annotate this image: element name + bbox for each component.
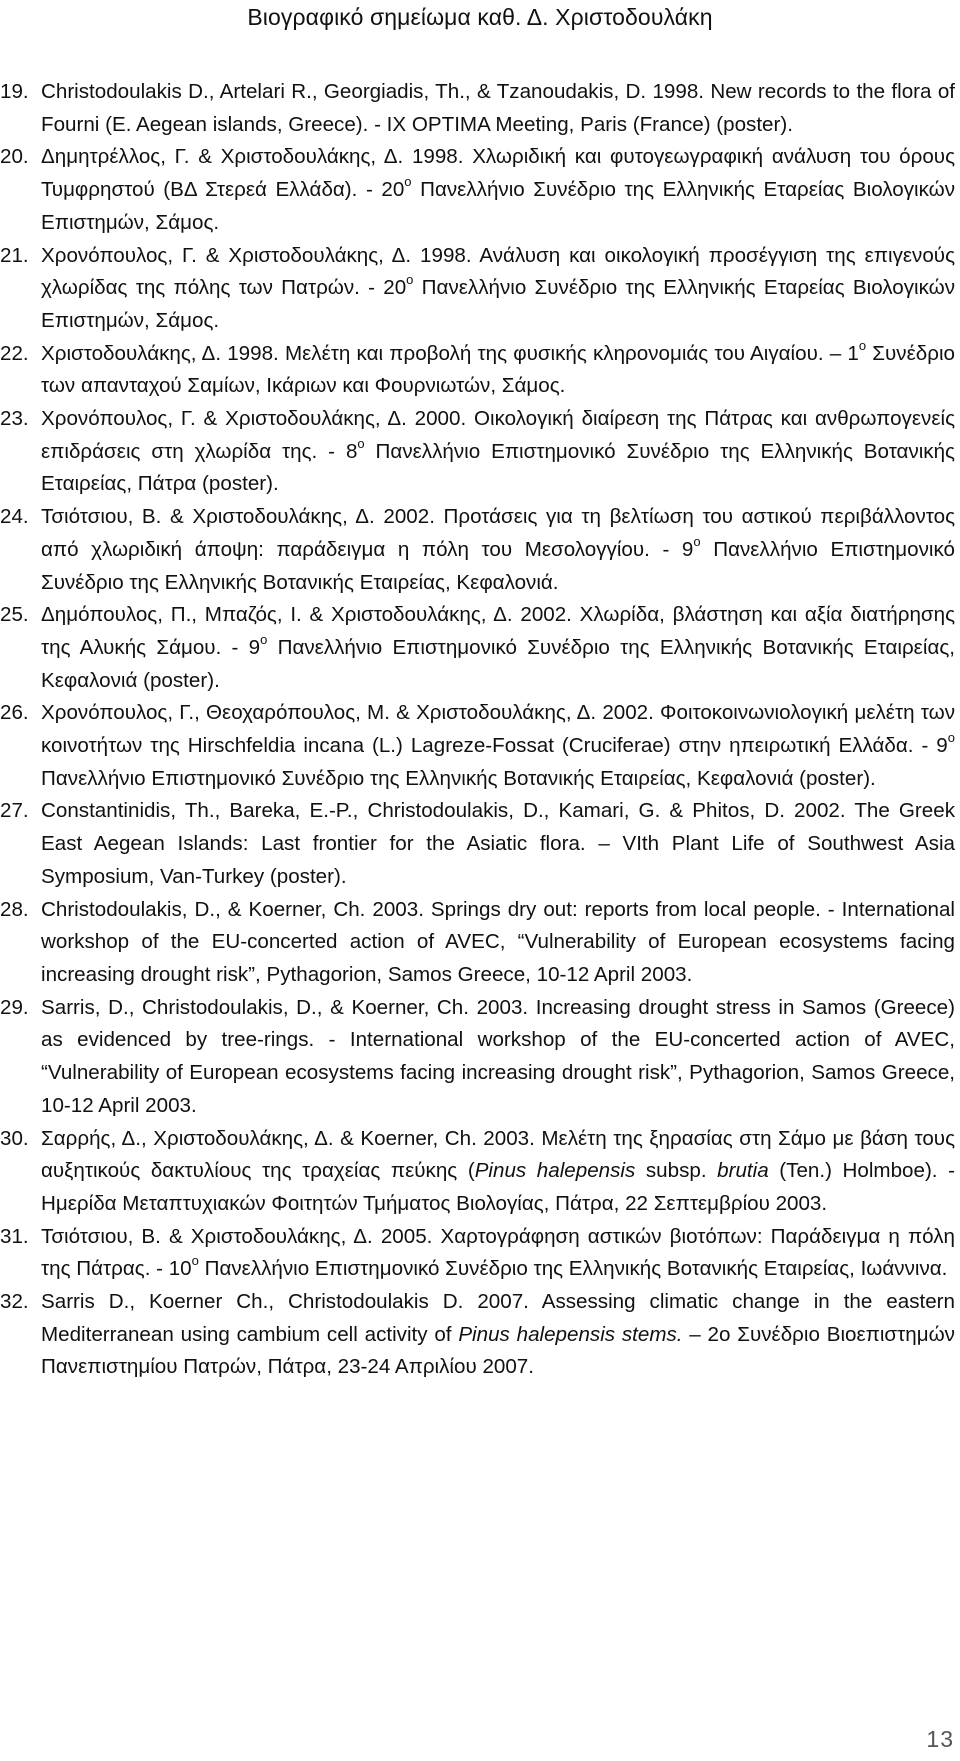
text-run: Χρονόπουλος, Γ. & Χριστοδουλάκης, Δ. 2000. Οικολογική διαίρεση της Πάτρας και ανθρωπογενείς επιδράσεις στη χλωρίδα της. - 8 xyxy=(41,407,955,463)
text-run: Πανελλήνιο Επιστημονικό Συνέδριο της Ελληνικής Βοτανικής Εταιρείας, Κεφαλονιά (poster). xyxy=(41,766,876,790)
entry-text xyxy=(41,996,955,1117)
text-run: Christodoulakis D., Artelari R., Georgiadis, Th., & Tzanoudakis, D. 1998. New records to the flora of Fourni (E. Aegean islands, Greece). - IX OPTIMA Meeting, Paris (France) (poster). xyxy=(41,80,955,136)
entry-number: 27. xyxy=(0,799,29,823)
ordinal-superscript: ο xyxy=(260,632,268,648)
entry-text xyxy=(41,1290,955,1378)
italic-text: Pinus halepensis stems. xyxy=(458,1322,683,1346)
ordinal-superscript: ο xyxy=(404,174,412,190)
entry-text xyxy=(41,1127,955,1215)
publication-entry xyxy=(0,599,960,697)
page-number: 13 xyxy=(926,1726,954,1752)
text-run: Πανελλήνιο Συνέδριο της Ελληνικής Εταρείας Βιολογικών Επιστημών, Σάμος. xyxy=(41,178,955,234)
entry-text xyxy=(41,407,955,495)
text-run: (Ten.) Holmboe). - Ημερίδα Μεταπτυχιακών Φοιτητών Τμήματος Βιολογίας, Πάτρα, 22 Σεπτεμβρίου 2003. xyxy=(41,1159,955,1215)
ordinal-superscript: ο xyxy=(357,435,365,451)
publication-entry xyxy=(0,697,960,795)
text-run: Δημητρέλλος, Γ. & Χριστοδουλάκης, Δ. 1998. Χλωριδική και φυτογεωγραφική ανάλυση του όρους Τυμφρηστού (ΒΔ Στερεά Ελλάδα). - 20 xyxy=(41,145,955,202)
text-run: Constantinidis, Th., Bareka, E.-P., Christodoulakis, D., Kamari, G. & Phitos, D. 2002. The Greek East Aegean Islands: Last frontier for the Asiatic flora. – VIth Plant Life of Southwest Asia Symposium, Van-Turkey (poster). xyxy=(41,799,955,888)
ordinal-superscript: ο xyxy=(406,272,414,288)
entry-text xyxy=(41,701,955,789)
entry-number: 24. xyxy=(0,505,29,529)
entry-number: 25. xyxy=(0,603,29,627)
entry-number: 30. xyxy=(0,1126,29,1150)
publication-entry xyxy=(0,403,960,501)
text-run: Πανελλήνιο Επιστημονικό Συνέδριο της Ελληνικής Βοτανικής Εταιρείας, Ιωάννινα. xyxy=(198,1257,948,1281)
entry-text xyxy=(41,244,955,332)
entry-text xyxy=(41,505,955,593)
page-header xyxy=(0,2,960,32)
entry-number: 22. xyxy=(0,341,29,365)
italic-text: brutia xyxy=(717,1159,769,1183)
publication-entry xyxy=(0,501,960,599)
text-run: Christodoulakis, D., & Koerner, Ch. 2003. Springs dry out: reports from local people. - International workshop of the EU-concerted action of AVEC, “Vulnerability of European ecosystems facing increasing drought risk”, Pythagorion, Samos Greece, 10-12 April 2003. xyxy=(41,897,955,986)
ordinal-superscript: ο xyxy=(693,533,701,549)
text-run: Τσιότσιου, Β. & Χριστοδουλάκης, Δ. 2005. Χαρτογράφηση αστικών βιοτόπων: Παράδειγμα η πόλη της Πάτρας. - 10 xyxy=(41,1224,955,1281)
entry-text xyxy=(41,1225,955,1281)
ordinal-superscript: ο xyxy=(947,730,955,746)
entry-text xyxy=(41,337,955,398)
publication-entry xyxy=(0,1123,960,1221)
publication-entry xyxy=(0,1221,960,1286)
text-run: Χριστοδουλάκης, Δ. 1998. Μελέτη και προβολή της φυσικής κληρονομιάς του Αιγαίου. – 1 xyxy=(41,341,859,365)
entry-text xyxy=(41,80,955,136)
publication-entry xyxy=(0,338,960,403)
header-title: Βιογραφικό σημείωμα καθ. Δ. Χριστοδουλάκη xyxy=(247,4,713,30)
text-run: Πανελλήνιο Επιστημονικό Συνέδριο της Ελληνικής Βοτανικής Εταιρείας, Πάτρα (poster). xyxy=(41,439,955,496)
text-run: Πανελλήνιο Επιστημονικό Συνέδριο της Ελληνικής Βοτανικής Εταιρείας, Κεφαλονιά (poster). xyxy=(41,635,955,692)
text-run: subsp. xyxy=(635,1159,718,1183)
publication-entry xyxy=(0,1286,960,1384)
entry-number: 31. xyxy=(0,1224,29,1248)
publication-entry xyxy=(0,76,960,141)
text-run: Sarris D., Koerner Ch., Christodoulakis D. 2007. Assessing climatic change in the eastern Mediterranean using cambium cell activity of xyxy=(41,1290,955,1346)
text-run: Χρονόπουλος, Γ. & Χριστοδουλάκης, Δ. 1998. Ανάλυση και οικολογική προσέγγιση της επιγενούς χλωρίδας της πόλης των Πατρών. - 20 xyxy=(41,243,955,300)
italic-text: Pinus halepensis xyxy=(474,1159,636,1183)
entry-text xyxy=(41,898,955,986)
ordinal-superscript: ο xyxy=(191,1253,199,1269)
publication-list xyxy=(0,76,960,1384)
entry-number: 20. xyxy=(0,145,29,169)
publication-entry xyxy=(0,795,960,893)
entry-number: 28. xyxy=(0,897,29,921)
text-run: – 2ο Συνέδριο Βιοεπιστημών Πανεπιστημίου Πατρών, Πάτρα, 23-24 Απριλίου 2007. xyxy=(41,1322,955,1379)
entry-number: 23. xyxy=(0,407,29,431)
text-run: Συνέδριο των απανταχού Σαμίων, Ικάριων και Φουρνιωτών, Σάμος. xyxy=(41,341,955,398)
entry-text xyxy=(41,603,955,691)
entry-text xyxy=(41,145,955,233)
publication-entry xyxy=(0,240,960,338)
text-run: Πανελλήνιο Συνέδριο της Ελληνικής Εταρείας Βιολογικών Επιστημών, Σάμος. xyxy=(41,276,955,332)
publication-entry xyxy=(0,141,960,239)
entry-number: 29. xyxy=(0,995,29,1019)
text-run: Πανελλήνιο Επιστημονικό Συνέδριο της Ελληνικής Βοτανικής Εταιρείας, Κεφαλονιά. xyxy=(41,537,955,594)
ordinal-superscript: ο xyxy=(858,337,867,353)
entry-number: 19. xyxy=(0,80,29,103)
entry-number: 26. xyxy=(0,701,29,725)
publication-entry xyxy=(0,992,960,1123)
text-run: Σαρρής, Δ., Χριστοδουλάκης, Δ. & Koerner, Ch. 2003. Μελέτη της ξηρασίας στη Σάμο με βάση τους αυξητικούς δακτυλίους της τραχείας πεύκης ( xyxy=(41,1126,955,1183)
text-run: Sarris, D., Christodoulakis, D., & Koerner, Ch. 2003. Increasing drought stress in Samos (Greece) as evidenced by tree-rings. - International workshop of the EU-concerted action of AVEC, “Vulnerability of European ecosystems facing increasing drought risk”, Pythagorion, Samos Greece, 10-12 April 2003. xyxy=(41,995,955,1117)
publication-entry xyxy=(0,894,960,992)
entry-number: 32. xyxy=(0,1290,29,1314)
text-run: Δημόπουλος, Π., Μπαζός, Ι. & Χριστοδουλάκης, Δ. 2002. Χλωρίδα, βλάστηση και αξία διατήρησης της Αλυκής Σάμου. - 9 xyxy=(41,603,955,659)
entry-text xyxy=(41,799,955,887)
text-run: Χρονόπουλος, Γ., Θεοχαρόπουλος, Μ. & Χριστοδουλάκης, Δ. 2002. Φοιτοκοινωνιολογική μελέτη των κοινοτήτων της Hirschfeldia incana (L.) Lagreze-Fossat (Cruciferae) στην ηπειρωτική Ελλάδα. - 9 xyxy=(41,701,955,758)
entry-number: 21. xyxy=(0,243,29,267)
text-run: Τσιότσιου, Β. & Χριστοδουλάκης, Δ. 2002. Προτάσεις για τη βελτίωση του αστικού περιβάλλοντος από χλωριδική άποψη: παράδειγμα η πόλη του Μεσολογγίου. - 9 xyxy=(41,505,955,561)
